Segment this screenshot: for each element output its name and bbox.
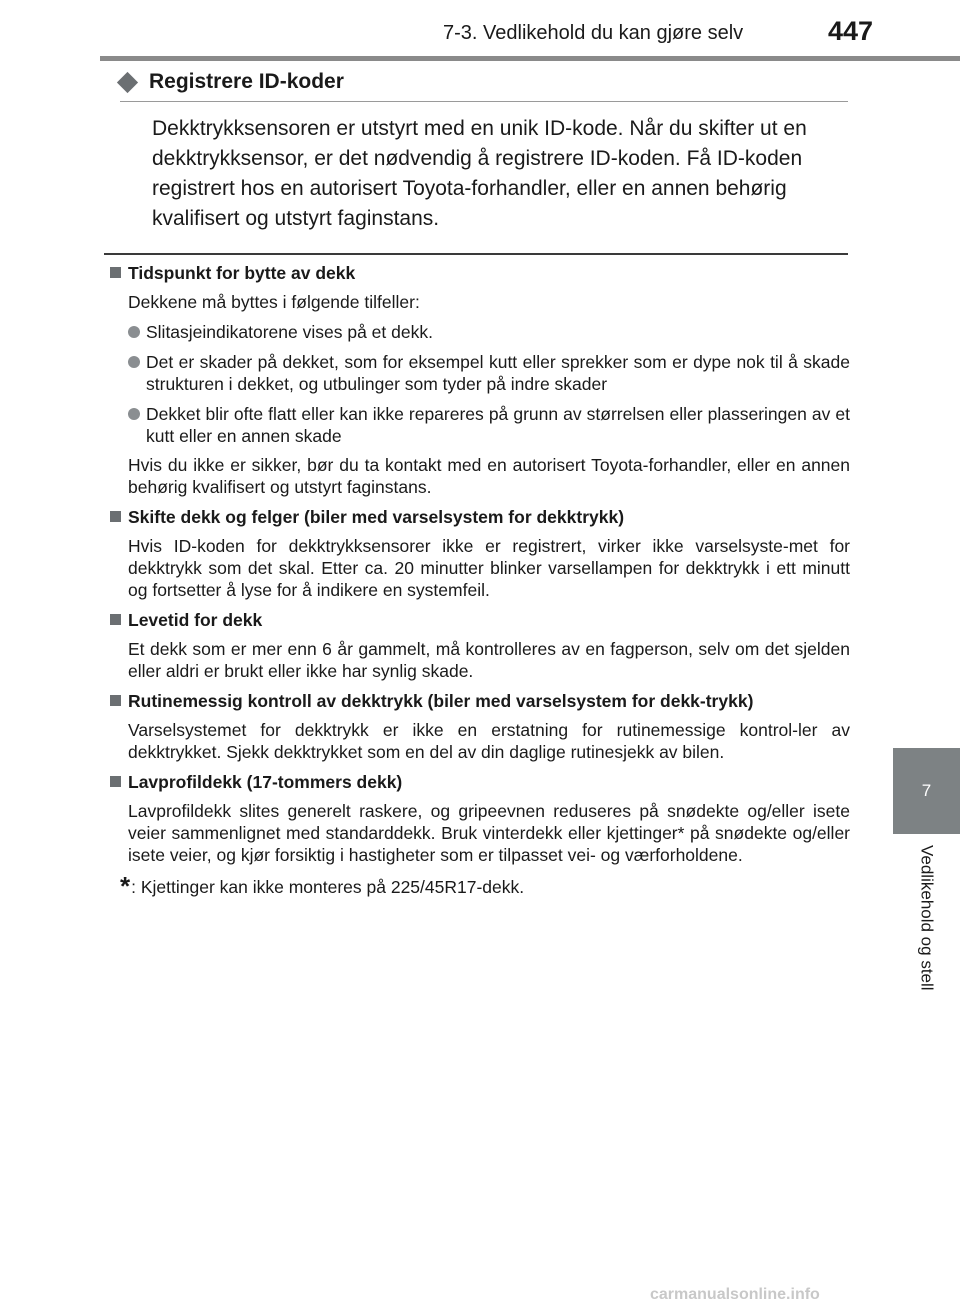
header-section-title: 7-3. Vedlikehold du kan gjøre selv: [443, 22, 744, 44]
chapter-tab: [893, 748, 960, 834]
watermark: carmanualsonline.info: [650, 1286, 820, 1303]
section-heading: [110, 506, 850, 528]
section-text: Varselsystemet for dekktrykk er ikke en erstatning for rutinemessige kontrol-ler av dekktrykket. Sjekk dekktrykket som en del av din daglige rutinesjekk av bilen.: [128, 720, 850, 762]
diamond-icon: [117, 71, 138, 92]
section-heading-text: Lavprofildekk (17-tommers dekk): [128, 772, 403, 792]
section-outro: Hvis du ikke er sikker, bør du ta kontakt med en autorisert Toyota-forhandler, eller en annen behørig kvalifisert og utstyrt faginstans.: [128, 455, 850, 497]
square-bullet-icon: [110, 511, 121, 522]
section-text: Lavprofildekk slites generelt raskere, og gripeevnen reduseres på snødekte og/eller isete veier sammenlignet med standarddekk. Bruk vinterdekk eller kjettinger* på snødekte og/eller isete veier, og kjør forsiktig i hastigheter som er tilpasset vei- og værforholdene.: [128, 801, 850, 865]
page-number: 447: [828, 16, 874, 46]
list-item-text: Slitasjeindikatorene vises på et dekk.: [146, 322, 433, 342]
square-bullet-icon: [110, 695, 121, 706]
footnote: [120, 871, 850, 901]
section-heading-text: Rutinemessig kontroll av dekktrykk (biler med varselsystem for dekk-trykk): [128, 691, 754, 711]
circle-bullet-icon: [128, 408, 140, 420]
circle-bullet-icon: [128, 326, 140, 338]
list-item: [128, 351, 850, 395]
section-heading: [110, 609, 850, 631]
section-heading-text: Skifte dekk og felger (biler med varselsystem for dekktrykk): [128, 507, 625, 527]
square-bullet-icon: [110, 267, 121, 278]
asterisk-marker: *: [120, 871, 131, 901]
list-item: [128, 321, 850, 343]
list-item: [128, 403, 850, 447]
section-divider: [104, 253, 848, 255]
box-divider: [120, 101, 848, 102]
header-divider: [100, 56, 960, 61]
section-heading: [110, 690, 850, 712]
box-title-text: Registrere ID-koder: [149, 70, 344, 93]
section-heading: [110, 771, 850, 793]
circle-bullet-icon: [128, 356, 140, 368]
chapter-title: Vedlikehold og stell: [917, 845, 937, 991]
square-bullet-icon: [110, 614, 121, 625]
section-intro: Dekkene må byttes i følgende tilfeller:: [128, 292, 420, 312]
footnote-text: : Kjettinger kan ikke monteres på 225/45R17-dekk.: [131, 877, 525, 897]
section-heading-text: Tidspunkt for bytte av dekk: [128, 263, 356, 283]
list-item-text: Dekket blir ofte flatt eller kan ikke repareres på grunn av størrelsen eller plasseringen av et kutt eller en annen skade: [146, 404, 850, 446]
section-heading: [110, 262, 850, 284]
chapter-title-vertical: [893, 845, 960, 1025]
box-heading: [120, 70, 344, 94]
section-text: Et dekk som er mer enn 6 år gammelt, må kontrolleres av en fagperson, selv om det sjelden eller aldri er brukt eller ikke har synlig skade.: [128, 639, 850, 681]
section-heading-text: Levetid for dekk: [128, 610, 263, 630]
section-text: Hvis ID-koden for dekktrykksensorer ikke er registrert, virker ikke varselsyste-met for dekktrykk som det skal. Etter ca. 20 minutter blinker varsellampen for dekktrykk i ett minutt og fortsetter å lyse for å indikere en systemfeil.: [128, 536, 850, 600]
main-content: [110, 262, 850, 901]
chapter-number: 7: [921, 781, 932, 800]
list-item-text: Det er skader på dekket, som for eksempel kutt eller sprekker som er dype nok til å skade strukturen i dekket, og utbulinger som tyder på indre skader: [146, 352, 850, 394]
square-bullet-icon: [110, 776, 121, 787]
box-body-text: Dekktrykksensoren er utstyrt med en unik ID-kode. Når du skifter ut en dekktrykksensor, er det nødvendig å registrere ID-koden. Få ID-koden registrert hos en autorisert Toyota-forhandler, eller en annen behørig kvalifisert og utstyrt faginstans.: [152, 117, 807, 230]
